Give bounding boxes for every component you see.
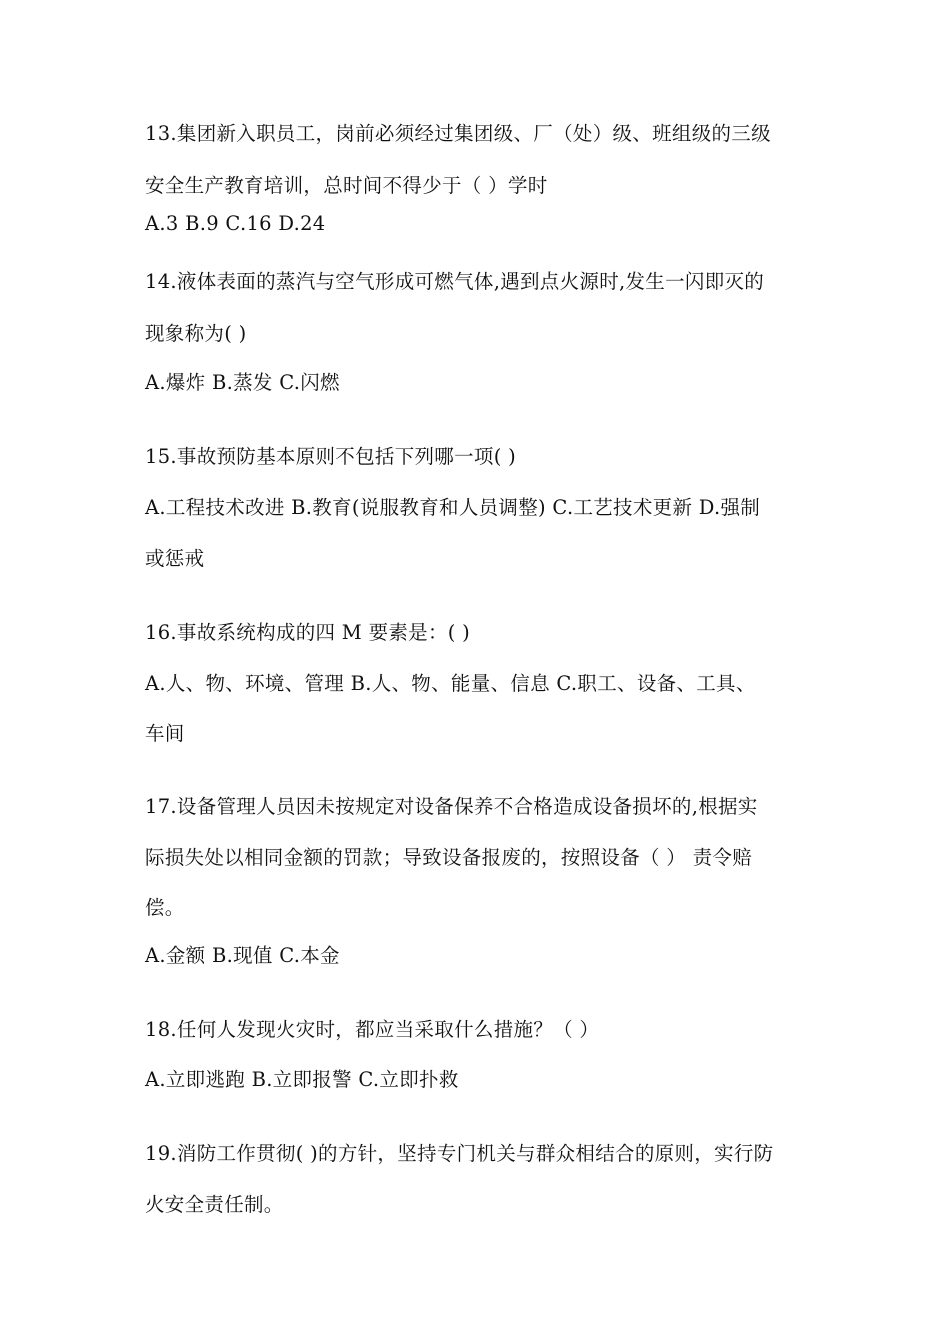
question-17-text-line-3: 偿。 xyxy=(145,896,185,919)
question-19-text-line-2: 火安全责任制。 xyxy=(145,1193,284,1216)
question-17-text-line-1: 17.设备管理人员因未按规定对设备保养不合格造成设备损坏的,根据实 xyxy=(145,795,758,818)
question-16-options-line-1: A.人、物、环境、管理 B.人、物、能量、信息 C.职工、设备、工具、 xyxy=(145,672,756,695)
question-13-options: A.3 B.9 C.16 D.24 xyxy=(145,212,326,235)
question-13-text-line-1: 13.集团新入职员工，岗前必须经过集团级、厂（处）级、班组级的三级 xyxy=(145,122,771,145)
question-15-text-line-1: 15.事故预防基本原则不包括下列哪一项( ) xyxy=(145,445,517,468)
question-14-options: A.爆炸 B.蒸发 C.闪燃 xyxy=(145,371,340,394)
question-16-options-line-2: 车间 xyxy=(145,722,185,745)
question-16-text-line-1: 16.事故系统构成的四 M 要素是：( ) xyxy=(145,621,471,644)
question-17-options: A.金额 B.现值 C.本金 xyxy=(145,944,340,967)
question-14-text-line-2: 现象称为( ) xyxy=(145,322,247,345)
question-18-text-line-1: 18.任何人发现火灾时，都应当采取什么措施？（ ） xyxy=(145,1018,600,1041)
question-14-text-line-1: 14.液体表面的蒸汽与空气形成可燃气体,遇到点火源时,发生一闪即灭的 xyxy=(145,270,765,293)
question-13-text-line-2: 安全生产教育培训，总时间不得少于（ ）学时 xyxy=(145,174,548,197)
question-15-options-line-2: 或惩戒 xyxy=(145,547,205,570)
question-17-text-line-2: 际损失处以相同金额的罚款；导致设备报废的，按照设备（ ） 责令赔 xyxy=(145,846,752,869)
question-18-options: A.立即逃跑 B.立即报警 C.立即扑救 xyxy=(145,1068,459,1091)
question-15-options-line-1: A.工程技术改进 B.教育(说服教育和人员调整) C.工艺技术更新 D.强制 xyxy=(145,496,761,519)
question-19-text-line-1: 19.消防工作贯彻( )的方针，坚持专门机关与群众相结合的原则，实行防 xyxy=(145,1142,774,1165)
